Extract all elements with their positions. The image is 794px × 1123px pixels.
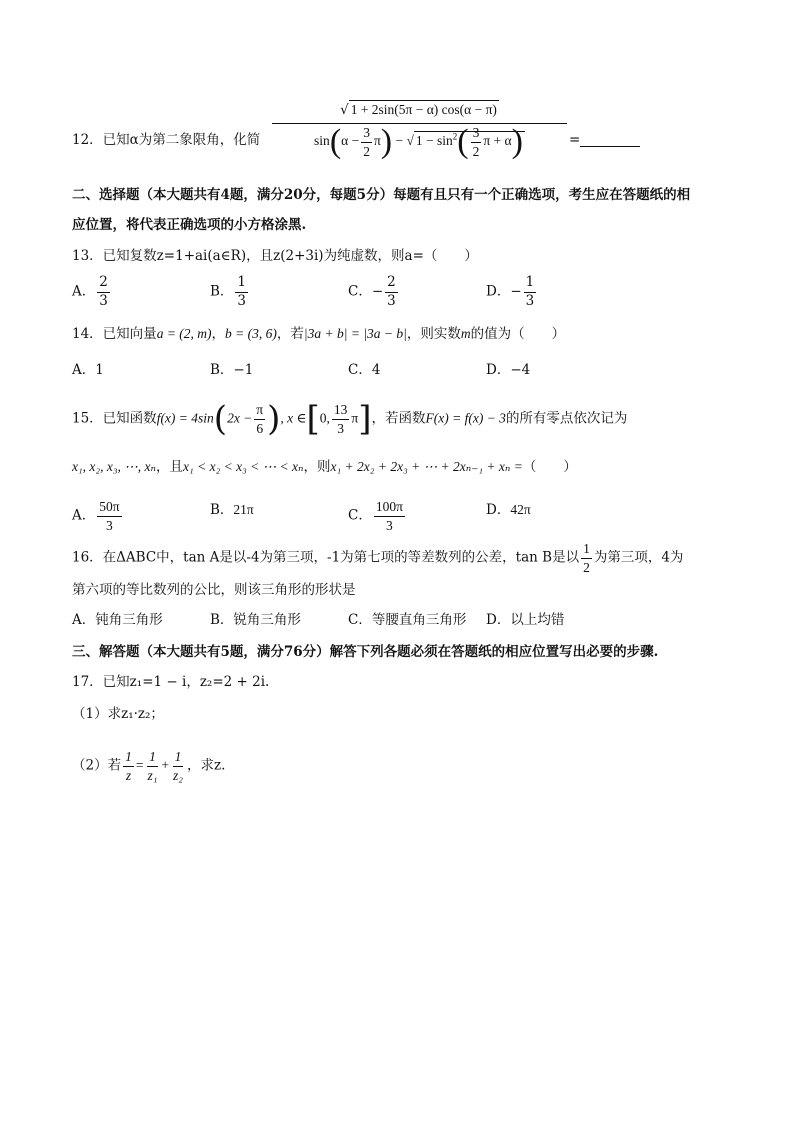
q12-den-root-prefix: 1 − sin — [415, 133, 453, 149]
q14-variable: m — [460, 326, 471, 341]
q16-line1-a: 16．在ΔABC中，tan A是以-4为第三项，-1为第七项的等差数列的公差，tan B是以 — [72, 549, 580, 566]
option-label: B． — [210, 283, 234, 300]
q12-den-sin: sin — [314, 133, 330, 149]
q16-frac-den: 2 — [583, 559, 590, 575]
q12-numerator-text: 1 + 2sin(5π − α) cos(α − π) — [350, 102, 497, 117]
option-num: 2 — [97, 276, 110, 293]
sqrt-icon: √ — [406, 133, 414, 149]
sqrt-icon: √ — [340, 102, 349, 118]
q13-option-a — [72, 276, 112, 308]
q14-sep: ， — [211, 326, 226, 342]
q15-inner-a: 2x − — [227, 410, 253, 426]
option-label: B． — [210, 502, 234, 518]
option-den: 3 — [99, 292, 108, 309]
section-2-line-2: 应位置，将代表正确选项的小方格涂黑. — [72, 217, 307, 233]
q17-part-2 — [72, 750, 225, 782]
q14-stem-end: 的值为（ ） — [470, 326, 566, 342]
q17-frac2-den: z₁ — [147, 767, 158, 783]
q17-frac3-num: 1 — [173, 750, 184, 767]
q13-option-c — [348, 276, 400, 308]
q17-part2-a: （2）若 — [72, 757, 122, 774]
q12-fraction — [272, 100, 567, 158]
q17-frac3-den: z₂ — [173, 767, 183, 783]
option-label: A． — [72, 507, 96, 524]
q15-line2-d: ，则 — [303, 459, 331, 475]
q15-domain-pi: π — [351, 410, 359, 426]
option-num: 1 — [524, 276, 537, 293]
q14-stem-a: 14．已知向量 — [72, 326, 157, 342]
option-label: C． — [348, 507, 372, 524]
q15-stem-line-2 — [72, 457, 577, 477]
q12-denominator: sin(α − $\frac{3}{2}$ π) − √ $1 - \sin^2$( $\frac{3}{2}$ π + α) — [314, 123, 523, 160]
q12-equals-sign: = — [569, 132, 581, 148]
option-text: 42π — [510, 502, 531, 517]
option-den: 3 — [525, 292, 535, 309]
q15-option-a — [72, 500, 124, 532]
q12-den-frac2-den: 2 — [472, 143, 480, 159]
q15-stem-c: 的所有零点依次记为 — [505, 410, 628, 427]
option-sign: − — [371, 283, 384, 300]
q16-option-c: C．等腰直角三角形 — [348, 612, 467, 628]
q14-stem — [72, 324, 565, 344]
q12-den-pi: π — [373, 133, 381, 149]
q15-domain-num: 13 — [332, 403, 350, 420]
q13-option-b — [210, 276, 250, 308]
option-label: A． — [72, 283, 96, 300]
q15-inner-num: π — [254, 403, 265, 420]
q15-zeros-order: x₁ < x₂ < x₃ < ⋯ < xₙ — [183, 459, 304, 474]
q13-stem: 13．已知复数z=1+ai(a∈R)，且z(2+3i)为纯虚数，则a=（ ） — [72, 248, 478, 264]
q14-option-d: D．−4 — [486, 362, 531, 378]
q12-den-frac-den: 2 — [363, 143, 370, 159]
option-num: 1 — [235, 276, 248, 293]
q14-vector-b: b = (3, 6) — [225, 326, 277, 341]
q17-stem: 17．已知z₁=1 − i，z₂=2 + 2i. — [72, 674, 270, 690]
q12-den-frac2-num: 3 — [471, 126, 482, 143]
q14-vector-a: a = (2, m) — [156, 326, 212, 341]
option-den: 3 — [386, 517, 393, 533]
q15-zeros-list: x₁, x₂, x₃, ⋯, xₙ — [72, 459, 157, 474]
q17-frac1-num: 1 — [123, 750, 134, 767]
q15-line2-b: ，且 — [156, 459, 184, 475]
q15-option-d — [486, 500, 531, 520]
option-num: 2 — [385, 276, 398, 293]
q14-option-a: A．1 — [72, 362, 104, 378]
q16-option-d: D．以上均错 — [486, 612, 565, 628]
q13-option-d — [486, 276, 538, 308]
q14-stem-tail: ，则实数 — [406, 326, 461, 342]
q15-stem-line-1: 15．已知函数f(x) = 4sin(2x − $\frac{\pi}{6}$ ), x ∈[0, $\frac{13}{3}$ π]，若函数F(x) = f(x) − 3的所有零点依次记为 — [72, 399, 628, 439]
q15-answer-paren: （ ） — [522, 459, 577, 475]
option-num: 100π — [374, 500, 405, 517]
q12-den-root: $1 - \sin^2$( $\frac{3}{2}$ π + α) — [415, 123, 523, 160]
q15-inner-den: 6 — [256, 420, 264, 436]
q16-option-a: A．钝角三角形 — [72, 612, 163, 628]
option-den: 3 — [106, 517, 113, 533]
option-den: 3 — [237, 292, 247, 309]
q15-domain-den: 3 — [337, 420, 345, 436]
q17-frac2-num: 1 — [147, 750, 158, 767]
q17-frac1-den: z — [125, 767, 132, 783]
q12-numerator — [334, 100, 505, 123]
option-sign: − — [510, 283, 522, 300]
q12-den-minus: − — [395, 133, 404, 149]
option-label: D． — [486, 283, 511, 300]
q16-stem-line-2: 第六项的等比数列的公比，则该三角形的形状是 — [72, 582, 356, 598]
option-num: 50π — [97, 500, 121, 517]
q12-prefix: 12．已知α为第二象限角，化简 — [72, 132, 261, 148]
q15-stem-a: 15．已知函数 — [72, 410, 157, 427]
q14-option-c: C．4 — [348, 362, 381, 378]
option-text: 21π — [233, 502, 254, 517]
option-label: C． — [348, 283, 372, 300]
q15-option-c — [348, 500, 407, 532]
q15-domain-left: 0, — [319, 410, 330, 426]
q15-stem-b: ，若函数 — [371, 410, 426, 427]
option-label: D． — [486, 502, 511, 518]
q17-plus: + — [161, 757, 170, 773]
q12-den-alpha: α − — [341, 133, 360, 149]
q17-part2-b: ，求z. — [187, 757, 226, 774]
q12-den-sup: 2 — [452, 131, 458, 142]
q15-domain-a: , x ∈ — [280, 410, 307, 426]
option-den: 3 — [387, 292, 396, 309]
q14-condition: |3a + b| = |3a − b| — [303, 326, 407, 341]
q14-option-b: B．−1 — [210, 362, 254, 378]
q15-sum-expression: x₁ + 2x₂ + 2x₃ + ⋯ + 2xₙ₋₁ + xₙ = — [330, 459, 523, 474]
q15-function: f(x) = 4sin — [156, 410, 214, 426]
q15-F-function: F(x) = f(x) − 3 — [425, 410, 506, 426]
q12-equals — [569, 130, 640, 150]
q12-den-frac-num: 3 — [361, 126, 372, 143]
q17-part-1: （1）求z₁·z₂； — [72, 706, 164, 722]
q14-cond-prefix: ，若 — [276, 326, 304, 342]
q12-den-tail: π + α — [483, 133, 512, 149]
q16-stem-line-1 — [72, 542, 683, 574]
section-2-line-1: 二、选择题（本大题共有4题，满分20分，每题5分）每题有且只有一个正确选项，考生应在答题纸的相 — [72, 187, 691, 203]
q16-line1-b: 为第三项，4为 — [593, 549, 684, 566]
q16-frac-num: 1 — [581, 542, 592, 559]
section-3-line-1: 三、解答题（本大题共有5题，满分76分）解答下列各题必须在答题纸的相应位置写出必要的步骤. — [72, 644, 659, 660]
answer-blank — [580, 134, 640, 147]
q17-equals: = — [135, 757, 144, 773]
q16-option-b: B．锐角三角形 — [210, 612, 301, 628]
q15-option-b — [210, 500, 254, 520]
